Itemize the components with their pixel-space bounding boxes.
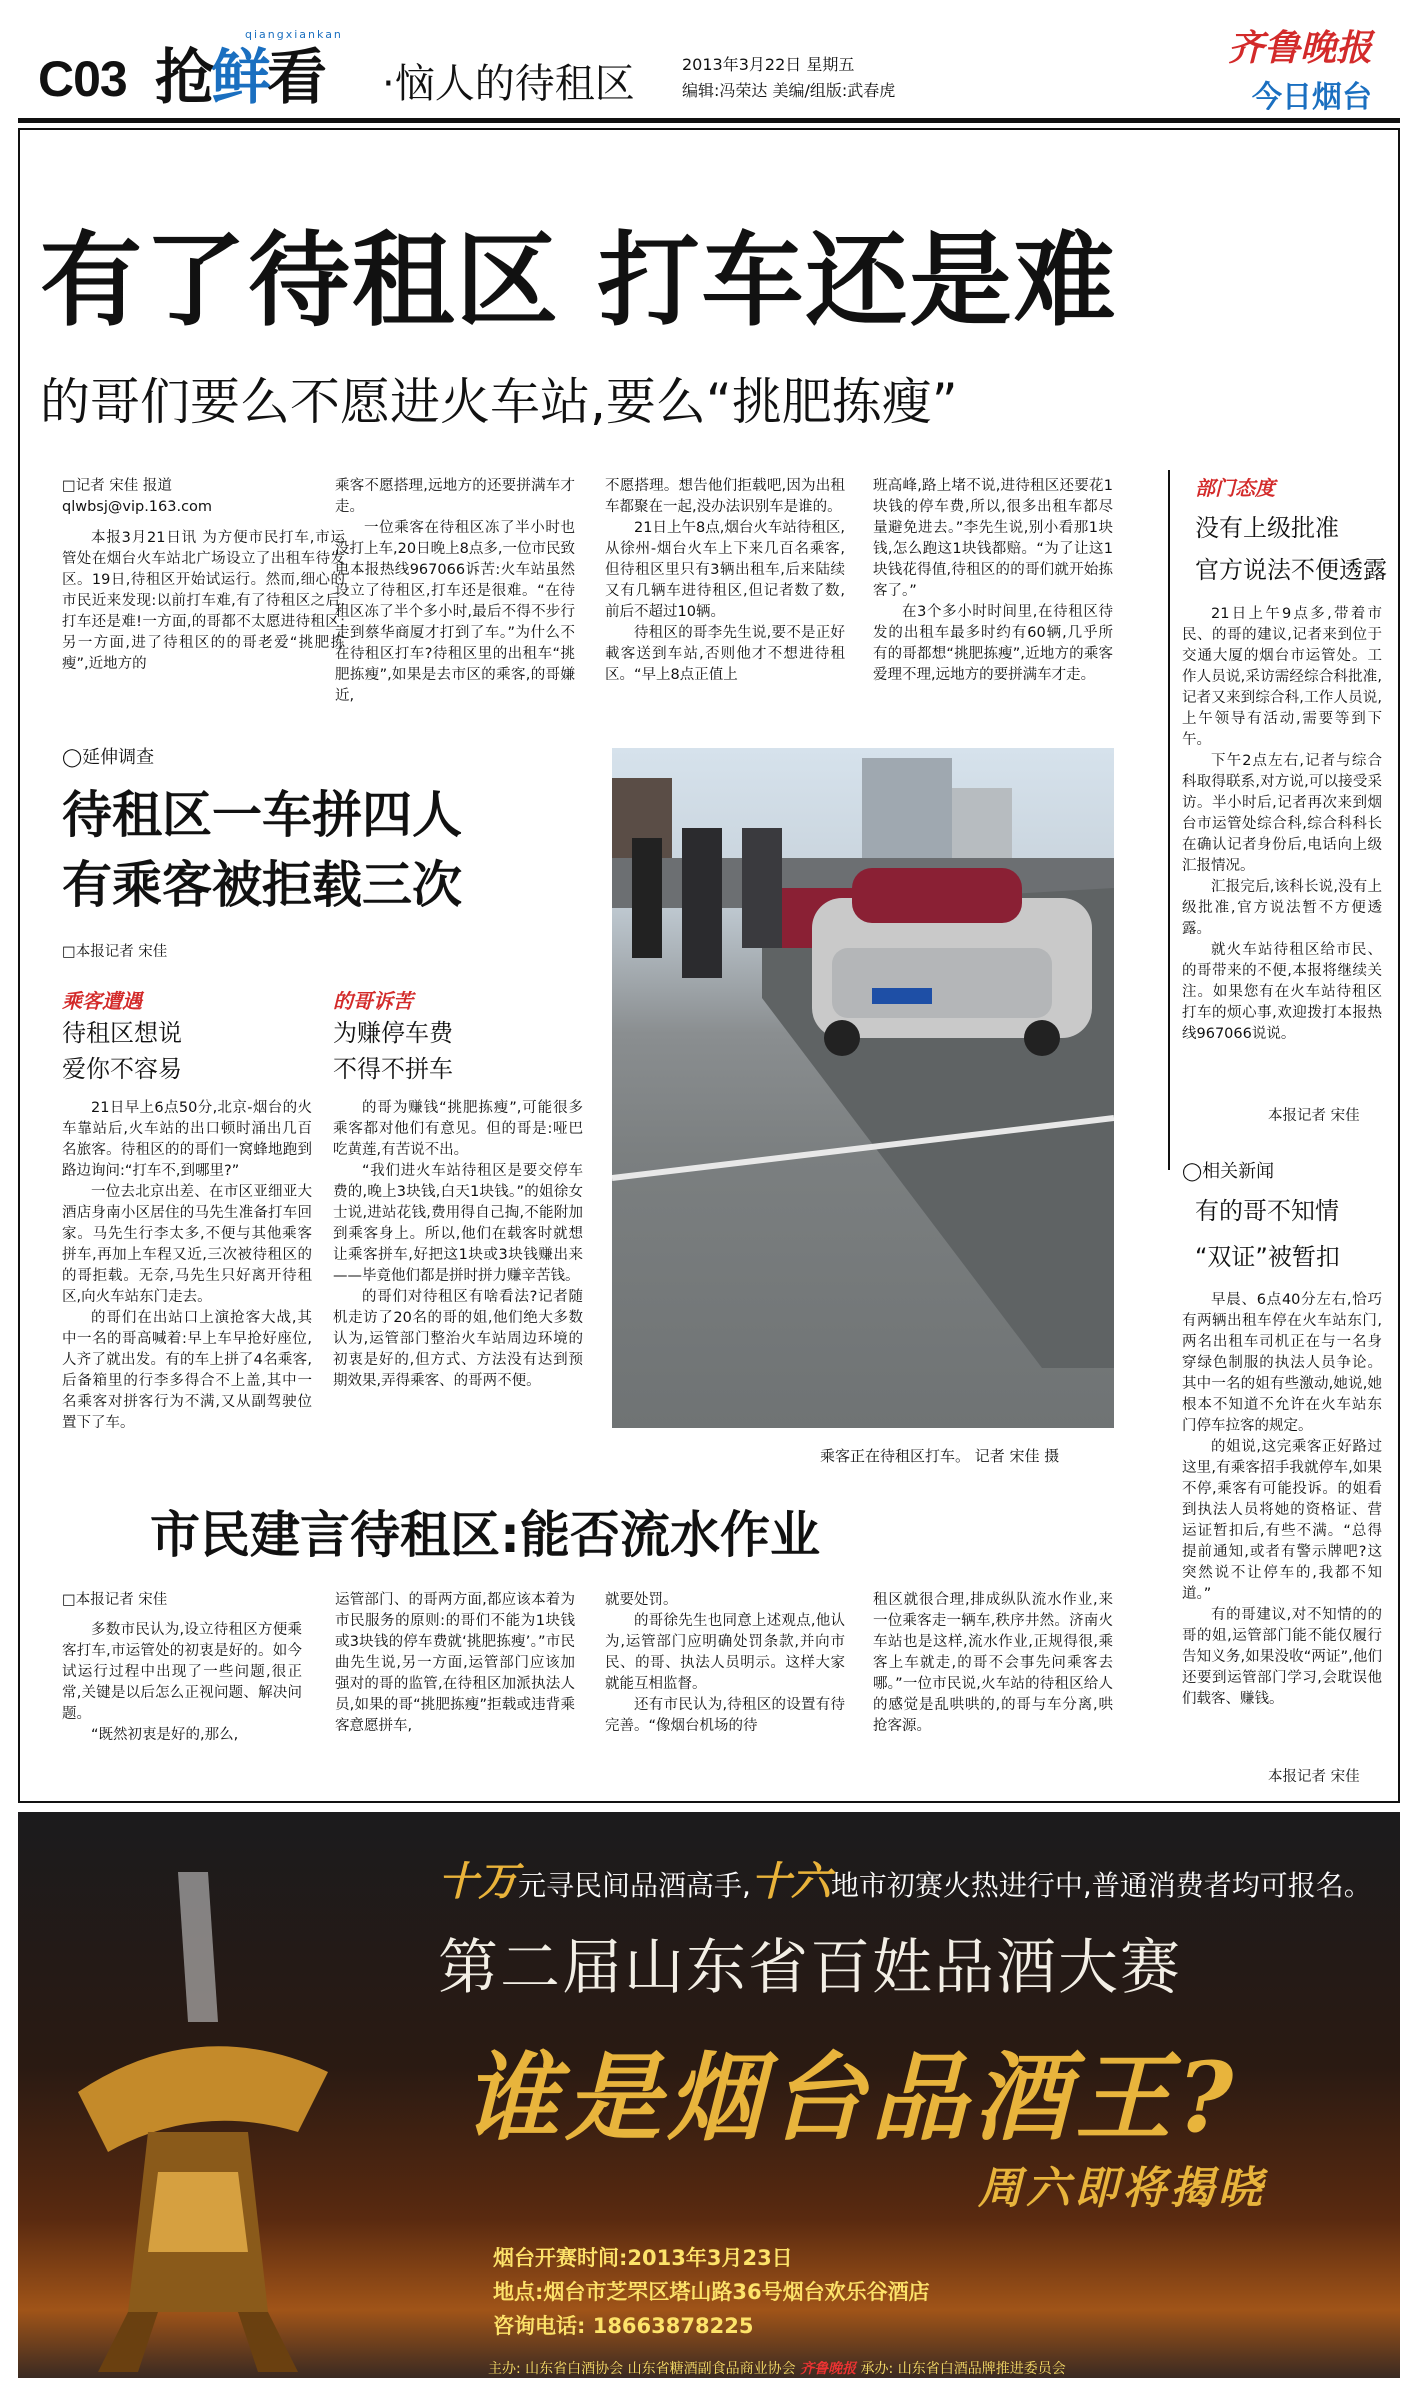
investigation-a-paragraph-2: 一位去北京出差、在市区亚细亚大酒店身南小区居住的马先生准备打车回家。马先生行李太多,不便与其他乘客拼车,再加上车程又近,三次被待租区的的哥拒载。无奈,马先生只好离开待租区,向火车站东门走去。 — [62, 1184, 312, 1305]
news-photo — [612, 748, 1114, 1428]
suggestion-paragraph-4: 就要处罚。 — [605, 1592, 678, 1608]
taxi-scene-illustration — [612, 748, 1114, 1428]
ad-phone: 咨询电话: 18663878225 — [493, 2314, 754, 2338]
dept-paragraph-1: 21日上午9点多,带着市民、的哥的建议,记者来到位于交通大厦的烟台市运管处。工作人员说,采访需经综合科批准,记者又来到综合科,工作人员说,上午领导有活动,需要等到下午。 — [1182, 606, 1382, 748]
ad-time: 烟台开赛时间:2013年3月23日 — [493, 2246, 793, 2270]
suggestion-paragraph-6: 还有市民认为,待租区的设置有待完善。“像烟台机场的待 — [605, 1697, 845, 1734]
related-paragraph-1: 早晨、6点40分左右,恰巧有两辆出租车停在火车站东门,两名出租车司机正在与一名身穿绿色制服的执法人员争论。其中一名的姐有些激动,她说,她根本不知道不允许在火车站东门停车拉客的规定。 — [1182, 1292, 1382, 1434]
related-paragraph-2: 的姐说,这完乘客正好路过这里,有乘客招手我就停车,如果不停,乘客有可能投诉。的姐看到执法人员将她的资格证、营运证暂扣后,有些不满。“总得提前通知,或者有警示牌吧?这突然说不让停车的,我都不知道。” — [1182, 1439, 1382, 1602]
dept-paragraph-4: 就火车站待租区给市民、的哥带来的不便,本报将继续关注。如果您有在火车站待租区打车的烦心事,欢迎拨打本报热线967066说说。 — [1182, 942, 1382, 1042]
main-col2-paragraph-1: 乘客不愿搭理,远地方的还要拼满车才走。 — [335, 478, 575, 515]
investigation-a-paragraph-1: 21日早上6点50分,北京-烟台的火车靠站后,火车站的出口顿时涌出几百名旅客。待租区的的哥们一窝蜂地跑到路边询问:“打车不,到哪里?” — [62, 1100, 312, 1179]
main-col1-paragraph: 本报3月21日讯 为方便市民打车,市运管处在烟台火车站北广场设立了出租车待发区。19日,待租区开始试运行。然而,细心的市民近来发现:以前打车难,有了待租区之后,打车还是难!一方面,的哥都不太愿进待租区;另一方面,进了待租区的的哥老爱“挑肥拣瘦”,近地方的 — [62, 530, 345, 672]
main-col4-paragraph-1: 班高峰,路上堵不说,进待租区还要花1块钱的停车费,所以,很多出租车都尽量避免进去。”李先生说,别小看那1块钱,怎么跑这1块钱都赔。“为了让这1块钱花得值,待租区的的哥们就开始拣客了。” — [873, 478, 1113, 599]
ad-prize-amount: 十万 — [438, 1858, 518, 1905]
main-col-4 — [873, 476, 1113, 736]
main-subheadline: 的哥们要么不愿进火车站,要么“挑肥拣瘦” — [40, 373, 958, 431]
dept-paragraph-3: 汇报完后,该科长说,没有上级批准,官方说法暂不方便透露。 — [1182, 879, 1382, 937]
page-number: C03 — [38, 51, 127, 107]
suggestion-paragraph-3: 运管部门、的哥两方面,都应该本着为市民服务的原则:的哥们不能为1块钱或3块钱的停车费就‘挑肥拣瘦’。”市民曲先生说,另一方面,运管部门应该加强对的哥的监管,在待租区加派执法人员,如果的哥“挑肥拣瘦”拒载或违背乘客意愿拼车, — [335, 1592, 575, 1734]
main-email: qlwbsj@vip.163.com — [62, 499, 213, 515]
main-col4-paragraph-2: 在3个多小时时间里,在待租区待发的出租车最多时约有60辆,几乎所有的哥都想“挑肥拣瘦”,近地方的乘客爱理不理,远地方的要拼满车才走。 — [873, 604, 1113, 683]
ad-paper-logo: 齐鲁晚报 — [800, 2361, 857, 2377]
sidebar-separator — [1168, 470, 1170, 1170]
investigation-sub-b2: 不得不拼车 — [333, 1055, 453, 1083]
main-col-3 — [605, 476, 845, 736]
investigation-sub-b1: 为赚停车费 — [333, 1019, 453, 1047]
editor-credits: 编辑:冯荣达 美编/组版:武春虎 — [682, 81, 896, 100]
suggestion-col-4 — [873, 1590, 1113, 1790]
header-rule — [18, 118, 1400, 123]
ad-organizers: 主办: 山东省白酒协会 山东省糖酒副食品商业协会 — [488, 2361, 796, 2377]
related-title-1: 有的哥不知情 — [1195, 1197, 1339, 1225]
ad-promo-line — [438, 1850, 1372, 1907]
investigation-b-paragraph-1: 的哥为赚钱“挑肥拣瘦”,可能很多乘客都对他们有意见。但的哥是:哑巴吃黄莲,有苦说不出。 — [333, 1100, 583, 1158]
ad-city-count: 十六 — [750, 1858, 831, 1905]
investigation-kicker-a: 乘客遭遇 — [62, 989, 142, 1013]
column-logo-char-c: 看 — [267, 43, 323, 113]
dept-kicker: 部门态度 — [1195, 476, 1275, 500]
suggestion-paragraph-1: 多数市民认为,设立待租区方便乘客打车,市运管处的初衷是好的。如今试运行过程中出现了一些问题,很正常,关键是以后怎么正视问题、解决问题。 — [62, 1622, 302, 1722]
masthead — [0, 0, 1417, 118]
investigation-headline-2: 有乘客被拒载三次 — [62, 856, 462, 914]
investigation-headline-1: 待租区一车拼四人 — [62, 786, 462, 844]
investigation-col-b — [333, 1098, 583, 1438]
main-byline: □记者 宋佳 报道 — [62, 478, 172, 494]
suggestion-paragraph-2: “既然初衷是好的,那么, — [91, 1727, 239, 1743]
related-credit: 本报记者 宋佳 — [1268, 1769, 1360, 1785]
column-logo — [155, 30, 323, 116]
investigation-sub-a2: 爱你不容易 — [62, 1055, 182, 1083]
main-col-2 — [335, 476, 575, 736]
column-logo-pinyin: qiangxiankan — [245, 28, 343, 41]
ad-venue: 地点:烟台市芝罘区塔山路36号烟台欢乐谷酒店 — [493, 2280, 930, 2304]
dept-body — [1182, 604, 1382, 1124]
paper-name: 齐鲁晚报 — [1227, 27, 1372, 69]
suggestion-col-3 — [605, 1590, 845, 1790]
suggestion-col-2 — [335, 1590, 575, 1790]
ad-title: 第二届山东省百姓品酒大赛 — [438, 1933, 1182, 2003]
main-col3-paragraph-1: 不愿搭理。想告他们拒载吧,因为出租车都聚在一起,没办法识别车是谁的。 — [605, 478, 845, 515]
ad-footer — [488, 2358, 1066, 2378]
column-title: ·恼人的待租区 — [382, 61, 635, 107]
investigation-col-a — [62, 1098, 312, 1438]
dept-title-1: 没有上级批准 — [1195, 514, 1339, 542]
suggestion-paragraph-5: 的哥徐先生也同意上述观点,他认为,运管部门应明确处罚条款,并向市民、的哥、执法人员明示。这样大家就能互相监督。 — [605, 1613, 845, 1692]
suggestion-paragraph-7: 租区就很合理,排成纵队流水作业,来一位乘客走一辆车,秩序井然。济南火车站也是这样,流水作业,正规得很,乘客上车就走,的哥不会事先问乘客去哪。”一位市民说,火车站的待租区给人的感觉是乱哄哄的,的哥与车分离,哄抢客源。 — [873, 1592, 1113, 1734]
main-col-1 — [62, 476, 345, 736]
liquor-contest-ad — [18, 1812, 1400, 2378]
related-label: ◯相关新闻 — [1182, 1161, 1275, 1182]
investigation-b-paragraph-2: “我们进火车站待租区是要交停车费的,晚上3块钱,白天1块钱。”的姐徐女士说,进站花钱,费用得自己掏,不能附加到乘客身上。所以,他们在载客时就想让乘客拼车,好把这1块或3块钱赚出来——毕竟他们都是拼时拼力赚辛苦钱。 — [333, 1163, 583, 1284]
dept-credit: 本报记者 宋佳 — [1268, 1108, 1360, 1124]
edition-name: 今日烟台 — [1252, 80, 1372, 115]
main-col3-paragraph-2: 21日上午8点,烟台火车站待租区,从徐州-烟台火车上下来几百名乘客,但待租区里只有3辆出租车,后来陆续又有几辆车进待租区,但记者数了数,前后不超过10辆。 — [605, 520, 845, 620]
suggestion-col-1 — [62, 1620, 302, 1790]
related-title-2: “双证”被暂扣 — [1195, 1243, 1340, 1271]
ad-promo-text-2: 地市初赛火热进行中,普通消费者均可报名。 — [830, 1869, 1372, 1902]
investigation-b-paragraph-3: 的哥们对待租区有啥看法?记者随机走访了20名的哥的姐,他们绝大多数认为,运管部门整治火车站周边环境的初衷是好的,但方式、方法没有达到预期效果,弄得乘客、的哥两不便。 — [333, 1289, 583, 1389]
dept-title-2: 官方说法不便透露 — [1195, 556, 1387, 584]
main-headline: 有了待租区 打车还是难 — [40, 222, 1118, 341]
suggestion-headline: 市民建言待租区:能否流水作业 — [150, 1506, 820, 1564]
ad-slogan: 谁是烟台品酒王? — [463, 2041, 1240, 2154]
ad-undertaker: 承办: 山东省白酒品牌推进委员会 — [860, 2361, 1066, 2377]
investigation-sub-a1: 待租区想说 — [62, 1019, 182, 1047]
related-paragraph-3: 有的哥建议,对不知情的的哥的姐,运管部门能不能仅履行告知义务,如果没收“两证”,他们还要到运管部门学习,会耽误他们载客、赚钱。 — [1182, 1607, 1382, 1707]
investigation-a-paragraph-3: 的哥们在出站口上演抢客大战,其中一名的哥高喊着:早上车早抢好座位,人齐了就出发。有的车上拼了4名乘客,后备箱里的行李多得合不上盖,其中一名乘客对拼客行为不满,又从副驾驶位置下了车。 — [62, 1310, 312, 1431]
dept-paragraph-2: 下午2点左右,记者与综合科取得联系,对方说,可以接受采访。半小时后,记者再次来到烟台市运管处综合科,综合科科长在确认记者身份后,电话向上级汇报情况。 — [1182, 753, 1382, 874]
investigation-byline: □本报记者 宋佳 — [62, 944, 168, 960]
investigation-label: ◯延伸调查 — [62, 747, 155, 768]
related-body — [1182, 1290, 1382, 1760]
investigation-kicker-b: 的哥诉苦 — [333, 989, 413, 1013]
suggestion-byline: □本报记者 宋佳 — [62, 1592, 168, 1608]
ad-promo-text-1: 元寻民间品酒高手, — [518, 1869, 751, 1902]
main-col3-paragraph-3: 待租区的哥李先生说,要不是正好載客送到车站,否则他才不想进待租区。“早上8点正值上 — [605, 625, 845, 683]
issue-date: 2013年3月22日 星期五 — [682, 55, 855, 74]
ad-slogan-sub: 周六即将揭晓 — [978, 2163, 1266, 2214]
bronze-goblet-icon — [38, 1872, 358, 2372]
photo-caption: 乘客正在待租区打车。 记者 宋佳 摄 — [820, 1447, 1060, 1465]
column-logo-char-b: 鲜 — [211, 43, 267, 113]
column-logo-char-a: 抢 — [155, 43, 211, 113]
main-col2-paragraph-2: 一位乘客在待租区冻了半小时也没打上车,20日晚上8点多,一位市民致电本报热线967066诉苦:火车站虽然设立了待租区,打车还是很难。“在待租区冻了半个多小时,最后不得不步行走到蔡华商厦才打到了车。”为什么不在待租区打车?待租区里的出租车“挑肥拣瘦”,如果是去市区的乘客,的哥嫌近, — [335, 520, 575, 704]
